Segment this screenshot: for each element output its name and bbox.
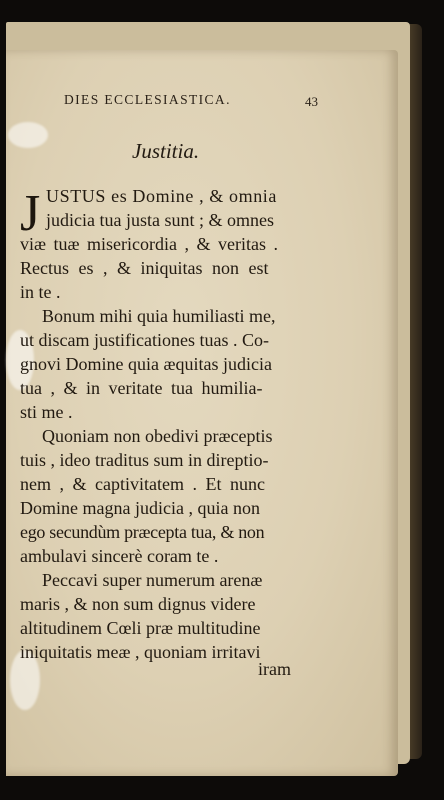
- text-line: altitudinem Cœli præ multitudine: [20, 618, 261, 638]
- text-line: Quoniam non obedivi præceptis: [42, 426, 273, 446]
- text-line: viæ tuæ misericordia , & veritas .: [20, 234, 278, 254]
- section-title: Justitia.: [132, 139, 200, 163]
- text-line: iniquitatis meæ , quoniam irritavi: [20, 642, 261, 662]
- text-line: ambulavi sincerè coram te .: [20, 546, 219, 566]
- text-line: tua , & in veritate tua humilia-: [20, 378, 263, 398]
- text-line: gnovi Domine quia æquitas judicia: [20, 354, 272, 374]
- text-line: in te .: [20, 282, 61, 302]
- running-head: DIES ECCLESIASTICA.: [64, 92, 231, 107]
- text-line: nem , & captivitatem . Et nunc: [20, 474, 265, 494]
- text-line: ut discam justificationes tuas . Co-: [20, 330, 269, 350]
- text-line: maris , & non sum dignus videre: [20, 594, 256, 614]
- text-line: ego secundùm præcepta tua, & non: [20, 522, 265, 542]
- text-line: Bonum mihi quia humiliasti me,: [42, 306, 276, 326]
- text-line: sti me .: [20, 402, 73, 422]
- text-line: Peccavi super numerum arenæ: [42, 570, 263, 590]
- text-line: USTUS es Domine , & omnia: [46, 186, 277, 206]
- drop-cap: J: [20, 185, 41, 242]
- paper-stain: [8, 122, 48, 148]
- text-line: judicia tua justa sunt ; & omnes: [46, 210, 274, 230]
- text-line: Rectus es , & iniquitas non est: [20, 258, 269, 278]
- text-line: tuis , ideo traditus sum in direptio-: [20, 450, 269, 470]
- catchword: iram: [258, 659, 291, 679]
- text-line: Domine magna judicia , quia non: [20, 498, 260, 518]
- page-number: 43: [305, 94, 318, 109]
